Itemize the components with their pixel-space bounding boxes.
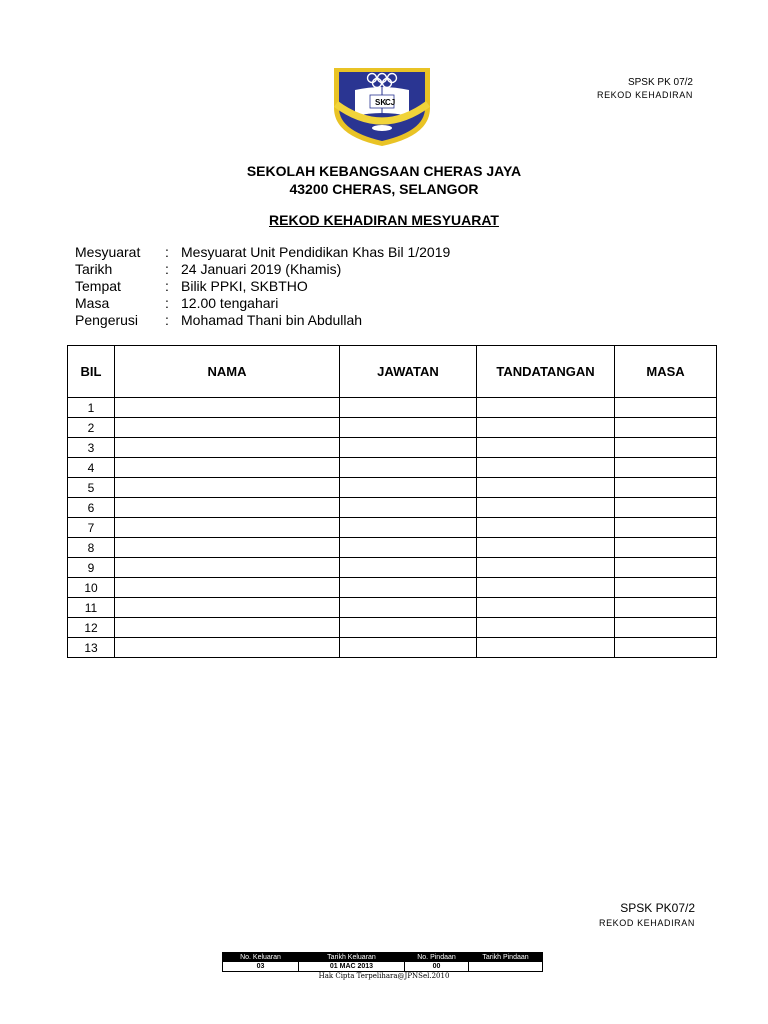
cell-nama	[115, 638, 340, 658]
cell-jawatan	[340, 578, 477, 598]
table-row	[68, 478, 717, 498]
table-row	[68, 458, 717, 478]
footer-doc-code: SPSK PK07/2	[620, 901, 695, 915]
cell-jawatan	[340, 478, 477, 498]
release-header: No. Keluaran	[223, 953, 299, 962]
cell-bil: 6	[68, 498, 115, 518]
logo-initials-right: CJ	[385, 98, 396, 107]
cell-masa	[615, 398, 717, 418]
cell-masa	[615, 478, 717, 498]
cell-masa	[615, 618, 717, 638]
cell-tandatangan	[477, 578, 615, 598]
detail-value: Bilik PPKI, SKBTHO	[181, 278, 308, 294]
table-row	[68, 518, 717, 538]
meeting-detail-row	[75, 295, 450, 312]
meeting-detail-row	[75, 278, 450, 295]
release-value: 00	[405, 962, 469, 972]
cell-nama	[115, 558, 340, 578]
cell-bil: 9	[68, 558, 115, 578]
page-title-text: REKOD KEHADIRAN MESYUARAT	[269, 212, 499, 228]
cell-jawatan	[340, 438, 477, 458]
cell-masa	[615, 418, 717, 438]
cell-tandatangan	[477, 498, 615, 518]
cell-jawatan	[340, 558, 477, 578]
document-reference	[597, 76, 693, 102]
copyright-text: Hak Cipta Terpelihara@JPNSel.2010	[318, 972, 450, 980]
cell-jawatan	[340, 498, 477, 518]
cell-bil: 8	[68, 538, 115, 558]
column-header-masa: MASA	[615, 346, 717, 398]
release-header: Tarikh Pindaan	[469, 953, 543, 962]
cell-jawatan	[340, 598, 477, 618]
doc-name: REKOD KEHADIRAN	[596, 90, 693, 100]
cell-nama	[115, 598, 340, 618]
release-value-row	[223, 962, 543, 972]
cell-tandatangan	[477, 558, 615, 578]
detail-separator: :	[165, 261, 169, 277]
cell-bil: 1	[68, 398, 115, 418]
detail-separator: :	[165, 244, 169, 260]
cell-masa	[615, 458, 717, 478]
cell-nama	[115, 498, 340, 518]
cell-bil: 3	[68, 438, 115, 458]
cell-masa	[615, 518, 717, 538]
cell-bil: 10	[68, 578, 115, 598]
cell-masa	[615, 558, 717, 578]
cell-bil: 12	[68, 618, 115, 638]
cell-tandatangan	[477, 538, 615, 558]
cell-bil: 11	[68, 598, 115, 618]
cell-tandatangan	[477, 478, 615, 498]
cell-masa	[615, 438, 717, 458]
cell-jawatan	[340, 638, 477, 658]
detail-value: 24 Januari 2019 (Khamis)	[181, 261, 342, 277]
release-value	[469, 962, 543, 972]
detail-label: Mesyuarat	[75, 244, 141, 260]
cell-nama	[115, 458, 340, 478]
cell-jawatan	[340, 518, 477, 538]
footer-doc-name: REKOD KEHADIRAN	[598, 918, 695, 928]
detail-value: Mesyuarat Unit Pendidikan Khas Bil 1/2019	[181, 244, 451, 260]
logo-initials-left: SK	[375, 98, 387, 107]
table-header-row	[68, 346, 717, 398]
detail-label: Tempat	[75, 278, 121, 294]
cell-jawatan	[340, 418, 477, 438]
cell-bil: 2	[68, 418, 115, 438]
table-row	[68, 498, 717, 518]
cell-nama	[115, 538, 340, 558]
cell-bil: 4	[68, 458, 115, 478]
meeting-detail-row	[75, 312, 450, 329]
cell-jawatan	[340, 398, 477, 418]
release-info-table	[222, 952, 543, 972]
meeting-details	[75, 244, 450, 329]
meeting-detail-row	[75, 261, 450, 278]
detail-separator: :	[165, 312, 169, 328]
table-row	[68, 578, 717, 598]
cell-tandatangan	[477, 598, 615, 618]
cell-jawatan	[340, 458, 477, 478]
column-header-bil: BIL	[68, 346, 115, 398]
table-row	[68, 398, 717, 418]
detail-separator: :	[165, 278, 169, 294]
release-header-row	[223, 953, 543, 962]
cell-tandatangan	[477, 458, 615, 478]
cell-masa	[615, 598, 717, 618]
school-logo	[328, 62, 436, 148]
cell-nama	[115, 418, 340, 438]
cell-masa	[615, 538, 717, 558]
release-header: Tarikh Keluaran	[299, 953, 405, 962]
cell-bil: 7	[68, 518, 115, 538]
table-row	[68, 438, 717, 458]
cell-nama	[115, 438, 340, 458]
page-title	[0, 212, 768, 228]
release-value: 01 MAC 2013	[299, 962, 405, 972]
table-row	[68, 558, 717, 578]
cell-masa	[615, 638, 717, 658]
attendance-table-body	[68, 398, 717, 658]
school-address: 43200 CHERAS, SELANGOR	[289, 181, 479, 197]
detail-value: Mohamad Thani bin Abdullah	[181, 312, 363, 328]
cell-tandatangan	[477, 438, 615, 458]
cell-nama	[115, 578, 340, 598]
cell-bil: 5	[68, 478, 115, 498]
release-value: 03	[223, 962, 299, 972]
attendance-table	[67, 345, 717, 658]
cell-bil: 13	[68, 638, 115, 658]
column-header-jawatan: JAWATAN	[340, 346, 477, 398]
meeting-detail-row	[75, 244, 450, 261]
cell-tandatangan	[477, 418, 615, 438]
detail-separator: :	[165, 295, 169, 311]
school-header	[0, 162, 768, 198]
table-row	[68, 638, 717, 658]
cell-jawatan	[340, 618, 477, 638]
table-row	[68, 618, 717, 638]
doc-code: SPSK PK 07/2	[627, 77, 693, 88]
cell-tandatangan	[477, 638, 615, 658]
cell-jawatan	[340, 538, 477, 558]
cell-nama	[115, 618, 340, 638]
table-row	[68, 418, 717, 438]
footer-reference	[599, 901, 695, 931]
detail-label: Tarikh	[75, 261, 113, 277]
cell-tandatangan	[477, 618, 615, 638]
cell-tandatangan	[477, 518, 615, 538]
cell-masa	[615, 578, 717, 598]
table-row	[68, 598, 717, 618]
detail-label: Masa	[75, 295, 110, 311]
detail-label: Pengerusi	[75, 312, 139, 328]
cell-masa	[615, 498, 717, 518]
cell-nama	[115, 398, 340, 418]
table-row	[68, 538, 717, 558]
cell-nama	[115, 478, 340, 498]
release-header: No. Pindaan	[405, 953, 469, 962]
cell-tandatangan	[477, 398, 615, 418]
detail-value: 12.00 tengahari	[181, 295, 279, 311]
column-header-nama: NAMA	[115, 346, 340, 398]
column-header-tandatangan: TANDATANGAN	[477, 346, 615, 398]
school-name: SEKOLAH KEBANGSAAN CHERAS JAYA	[246, 163, 522, 179]
cell-nama	[115, 518, 340, 538]
